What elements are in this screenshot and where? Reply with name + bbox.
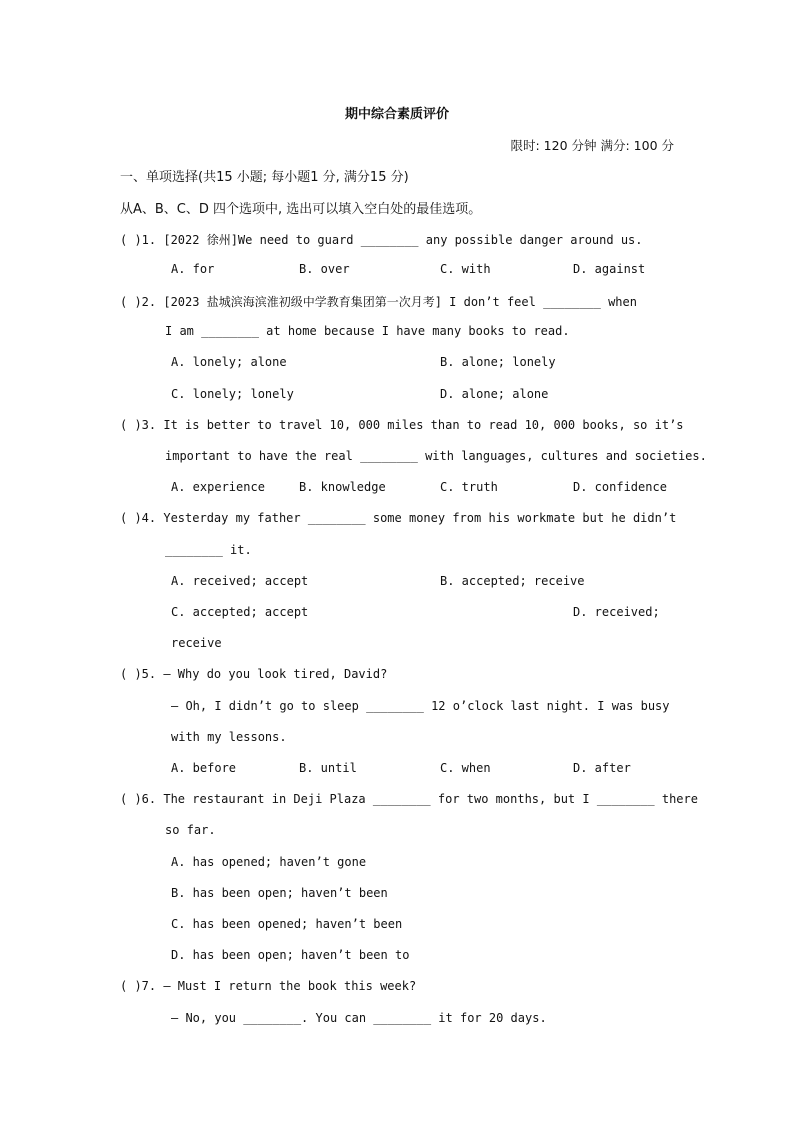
question-text-cont: with my lessons.: [171, 730, 287, 744]
option-d: D. confidence: [573, 480, 667, 494]
option-d: D. received;: [573, 605, 660, 619]
question-text-cont: — No, you ________. You can ________ it for 20 days.: [171, 1011, 547, 1025]
option-a: A. before: [171, 761, 237, 775]
question-text-cont: important to have the real ________ with languages, cultures and societies.: [165, 449, 707, 463]
question-text: ( )1. [2022 徐州]We need to guard ________ any possible danger around us.: [120, 233, 643, 247]
question-text: ( )2. [2023 盐城滨海滨淮初级中学教育集团第一次月考] I don’t feel ________ when: [120, 295, 637, 309]
option-b: B. alone; lonely: [440, 355, 556, 369]
question-text-cont: ________ it.: [165, 543, 252, 557]
option-d: D. has been open; haven’t been to: [171, 948, 410, 962]
option-c: C. truth: [440, 480, 498, 494]
option-a: A. received; accept: [171, 574, 309, 588]
question-text-cont: I am ________ at home because I have many books to read.: [165, 324, 570, 338]
question-text: ( )6. The restaurant in Deji Plaza ________ for two months, but I ________ there: [120, 792, 698, 806]
option-a: A. lonely; alone: [171, 355, 287, 369]
question-text: ( )7. — Must I return the book this week?: [120, 979, 417, 993]
exam-meta: 限时: 120 分钟 满分: 100 分: [510, 138, 674, 153]
option-a: A. has opened; haven’t gone: [171, 855, 367, 869]
option-a: A. for: [171, 262, 215, 276]
option-d: D. after: [573, 761, 631, 775]
question-text: ( )5. — Why do you look tired, David?: [120, 667, 388, 681]
question-text: ( )4. Yesterday my father ________ some money from his workmate but he didn’t: [120, 511, 677, 525]
question-text-cont: — Oh, I didn’t go to sleep ________ 12 o’clock last night. I was busy: [171, 699, 670, 713]
option-d: D. against: [573, 262, 646, 276]
option-d: D. alone; alone: [440, 387, 549, 401]
option-b: B. accepted; receive: [440, 574, 585, 588]
option-b: B. has been open; haven’t been: [171, 886, 388, 900]
option-b: B. over: [299, 262, 350, 276]
page-title: 期中综合素质评价: [344, 107, 449, 122]
option-a: A. experience: [171, 480, 265, 494]
option-c: C. lonely; lonely: [171, 387, 294, 401]
section-instruction: 从A、B、C、D 四个选项中, 选出可以填入空白处的最佳选项。: [120, 202, 482, 217]
option-d-cont: receive: [171, 636, 222, 650]
question-text-cont: so far.: [165, 823, 216, 837]
option-c: C. with: [440, 262, 491, 276]
option-c: C. has been opened; haven’t been: [171, 917, 403, 931]
question-text: ( )3. It is better to travel 10, 000 miles than to read 10, 000 books, so it’s: [120, 418, 684, 432]
option-b: B. knowledge: [299, 480, 386, 494]
option-c: C. when: [440, 761, 491, 775]
option-c: C. accepted; accept: [171, 605, 309, 619]
option-b: B. until: [299, 761, 357, 775]
section-heading: 一、单项选择(共15 小题; 每小题1 分, 满分15 分): [120, 170, 409, 185]
